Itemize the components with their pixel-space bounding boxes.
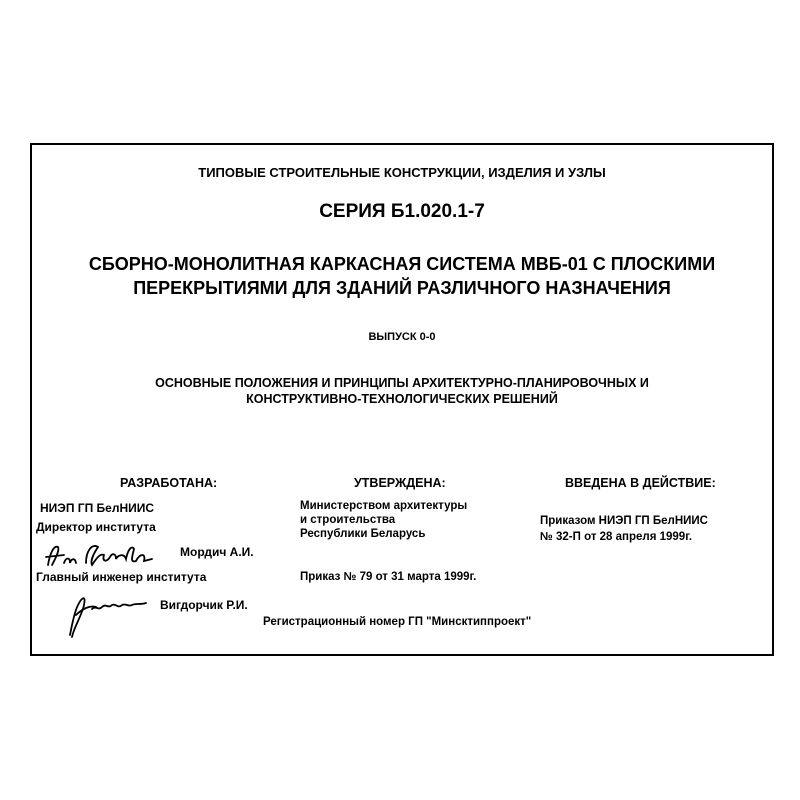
director-role: Директор института: [36, 520, 156, 534]
series-category-label: ТИПОВЫЕ СТРОИТЕЛЬНЫЕ КОНСТРУКЦИИ, ИЗДЕЛИЯ И УЗЛЫ: [198, 165, 606, 180]
system-title-line1: СБОРНО-МОНОЛИТНАЯ КАРКАСНАЯ СИСТЕМА МВБ-01 С ПЛОСКИМИ: [88, 254, 716, 274]
approved-line3: Республики Беларусь: [300, 528, 426, 540]
enacted-line2: № 32-П от 28 апреля 1999г.: [540, 531, 693, 543]
engineer-signature: [62, 585, 172, 645]
director-name: Мордич А.И.: [180, 545, 254, 559]
developed-heading: РАЗРАБОТАНА:: [120, 476, 218, 490]
system-title-line2: ПЕРЕКРЫТИЯМИ ДЛЯ ЗДАНИЙ РАЗЛИЧНОГО НАЗНАЧЕНИЯ: [133, 278, 671, 298]
subject-line1: ОСНОВНЫЕ ПОЛОЖЕНИЯ И ПРИНЦИПЫ АРХИТЕКТУРНО-ПЛАНИРОВОЧНЫХ И: [155, 376, 649, 390]
subject-line2: КОНСТРУКТИВНО-ТЕХНОЛОГИЧЕСКИХ РЕШЕНИЙ: [246, 392, 558, 406]
approved-line2: и строительства: [300, 514, 396, 526]
issue-label: ВЫПУСК 0-0: [368, 331, 436, 343]
director-signature: [40, 535, 170, 575]
developed-org: НИЭП ГП БелНИИС: [40, 501, 155, 515]
engineer-name: Вигдорчик Р.И.: [160, 598, 248, 612]
approved-heading: УТВЕРЖДЕНА:: [354, 476, 446, 490]
enacted-heading: ВВЕДЕНА В ДЕЙСТВИЕ:: [565, 476, 716, 490]
title-sheet-frame: [30, 143, 774, 656]
approved-line1: Министерством архитектуры: [300, 500, 468, 512]
enacted-line1: Приказом НИЭП ГП БелНИИС: [540, 515, 708, 527]
series-title: СЕРИЯ Б1.020.1-7: [319, 201, 485, 222]
engineer-role: Главный инженер института: [36, 570, 207, 584]
registration-number: Регистрационный номер ГП "Минсктиппроект": [263, 616, 532, 628]
approved-order: Приказ № 79 от 31 марта 1999г.: [300, 571, 477, 583]
